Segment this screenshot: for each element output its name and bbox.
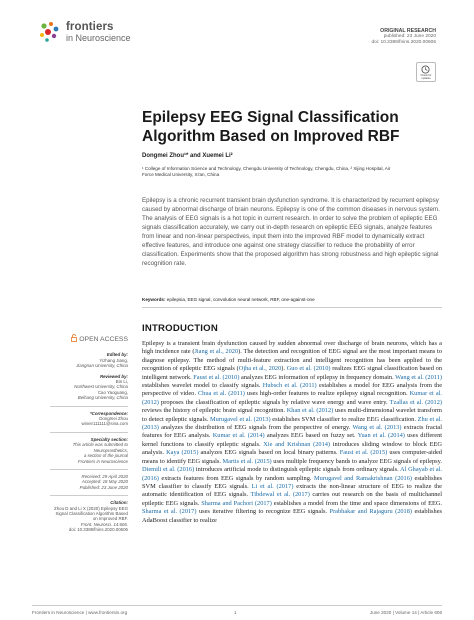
divider: [50, 469, 128, 470]
paragraph-text: analyzes EEG information of epilepsy in frequency domain.: [239, 373, 396, 381]
check-for-updates-badge[interactable]: [416, 62, 436, 82]
footer-page-number: 1: [234, 610, 237, 615]
footer-journal[interactable]: Frontiers in Neuroscience | www.frontiersin.org: [32, 610, 128, 615]
reference-link[interactable]: Sharma and Pachori (2017): [201, 499, 272, 507]
paragraph-text: carries out research on the basis of multichannel epileptic EEG signals.: [142, 491, 442, 507]
paragraph-text: establishes SVM classifier to realize EEG classification.: [270, 415, 418, 423]
published-date: published: 23 June 2020: [383, 34, 436, 40]
paragraph-text: extracts features from EEG signals by random sampling.: [158, 474, 314, 482]
paragraph-text: analyzes the distribution of EEG signals from the perspective of energy.: [158, 424, 353, 432]
reference-link[interactable]: Faust et al. (2010): [193, 373, 240, 381]
paragraph-text: extracts the non-linear structure of EEG to realize the automatic identification of EEG signals.: [142, 482, 443, 499]
abstract: Epilepsy is a chronic recurrent transient brain dysfunction syndrome. It is characterized by recurrent epilepsy caused by abnormal discharge of brain neurons. Epilepsy is one of the common diseases in nervous system. The analysis of EEG signals is a hot topic in current research. In order to solve the problem of epileptic EEG signals classification accurately, we carry out in-depth research on epileptic EEG signals, analyze features from linear and non-linear perspectives, input them into the improved RBF model to dynamically extract effective features, and introduce one against one strategy classifier to reduce the probability of error classification. Experiments show that the proposed algorithm has strong robustness and high epileptic signal recognition rate.: [142, 197, 440, 267]
correspondence-email[interactable]: wineir111111@sina.com: [81, 421, 128, 427]
reference-link[interactable]: Li et al. (2017): [251, 482, 294, 490]
open-access-label[interactable]: OPEN ACCESS: [30, 334, 128, 342]
paragraph-text: extracts fractal features for EEG analysis.: [142, 424, 442, 440]
paragraph-text: establishes a model for EEG analysis from the perspective of video.: [142, 382, 443, 398]
logo-name: frontiers: [66, 21, 114, 33]
reference-link[interactable]: Tibdewal et al. (2017): [250, 491, 310, 499]
reference-link[interactable]: Yuan et al. (2014): [357, 432, 405, 440]
reference-link[interactable]: Faust et al. (2015): [339, 449, 388, 457]
frontiers-logo-icon: [38, 20, 62, 44]
paragraph-text: ). The detection and recognition of EEG signal are the most important means to diagnose epilepsy. The method of multi-feature extraction and intelligent recognition has been applied to the recognition of epileptic EEG signals (: [142, 348, 442, 373]
footer-divider: [32, 605, 442, 606]
open-access-lock-icon: [71, 334, 77, 342]
article-authors: Dongmei Zhou¹* and Xuemei Li²: [142, 153, 233, 159]
reference-link[interactable]: Prabhakar and Rajaguru (2018): [329, 508, 413, 516]
reference-link[interactable]: Guo et al. (2010): [286, 365, 331, 373]
reference-link[interactable]: Ojha et al., 2020: [238, 365, 282, 373]
article-sidebar: [30, 334, 128, 538]
reference-link[interactable]: Al Ghayab et al. (2016): [142, 466, 443, 482]
paragraph-text: establishes AdaBoost classifier to realize: [142, 508, 442, 524]
paragraph-text: uses computer-aided means to identify EEG signals.: [142, 449, 442, 465]
citation-doi[interactable]: doi: 10.3389/fnins.2020.00606: [68, 527, 128, 533]
paragraph-text: establishes SVM classifier to classify EEG signals.: [142, 474, 442, 490]
paragraph-text: uses multi-dimensional wavelet transform to detect epileptic signals.: [142, 407, 442, 423]
paragraph-text: analyzes EEG signals based on local binary patterns.: [198, 449, 340, 457]
doi[interactable]: doi: 10.3389/fnins.2020.00606: [371, 40, 436, 46]
footer-issue: June 2020 | Volume 14 | Article 606: [369, 610, 442, 615]
reference-link[interactable]: Chua et al. (2011): [197, 390, 245, 398]
reference-link[interactable]: Kaya (2015): [166, 449, 199, 457]
dates: Received: 29 April 2020 Accepted: 18 May 2020 Published: 23 June 2020: [79, 473, 128, 490]
paragraph-text: introduces artificial mode to distinguish epileptic signals from ordinary signals.: [194, 466, 401, 474]
divider: [50, 406, 128, 407]
reference-link[interactable]: Wang et al. (2013): [352, 424, 402, 432]
paragraph-text: uses iterative filtering to recognize EEG signals.: [196, 508, 330, 516]
specialty-section: Specialty section: This article was submitted to Neuroprosthetics, a section of the journal Frontiers in Neuroscience: [72, 436, 128, 464]
paragraph-text: proposes the classification of epileptic signals by relative wave energy and wave entry.: [158, 398, 390, 406]
journal-logo[interactable]: [38, 20, 158, 46]
reference-link[interactable]: Kumar et al. (2014): [212, 432, 265, 440]
article-meta: [371, 28, 436, 47]
reference-link[interactable]: Martis et al. (2015): [222, 457, 272, 465]
paragraph-text: uses different kernel functions to classify epileptic signals.: [142, 432, 443, 448]
reference-link[interactable]: Murugavel et al. (2013): [209, 415, 271, 423]
divider: [50, 495, 128, 496]
citation: Citation: Zhou D and Li X (2020) Epilepsy EEG Signal Classification Algorithm Based on Improved RBF. Front. Neurosci. 14:606. doi: 10.3389/fnins.2020.00606: [30, 500, 128, 532]
paragraph-text: reviews the history of epileptic brain signal recognition.: [142, 407, 287, 415]
divider: [50, 432, 128, 433]
reviewed-by: Reviewed by: Bin Li, Northwest University, China Cao Yaoguang, Beihang University, China: [74, 373, 128, 401]
reference-link[interactable]: Zhu et al. (2013): [142, 415, 443, 432]
paragraph-text: establishes wavelet model to classify signals.: [142, 382, 263, 390]
divider: [142, 307, 442, 308]
reference-link[interactable]: Wang et al. (2011): [395, 373, 442, 381]
refresh-icon: [421, 65, 430, 74]
reference-link[interactable]: Jiang et al., 2020: [194, 348, 239, 356]
correspondence: *Correspondence: Dongmei Zhou wineir111111@sina.com: [30, 411, 128, 427]
paragraph-text: uses high-order features to realize epilepsy signal recognition.: [244, 390, 410, 398]
keywords: Keywords: epilepsia, EEG signal, convolution neural network, RBF, one-against-one: [142, 297, 315, 302]
reference-link[interactable]: Murugavel and Ramakrishnan (2016): [313, 474, 413, 482]
updates-label: Check for updates: [420, 74, 432, 80]
paragraph-text: establishes a model from the time and space dimensions of EEG.: [271, 499, 443, 507]
reference-link[interactable]: Xie and Krishnan (2014): [263, 440, 331, 448]
reference-link[interactable]: Khan et al. (2012): [286, 407, 334, 415]
reference-link[interactable]: Hubsch et al. (2011): [262, 382, 317, 390]
logo-subtitle: in Neuroscience: [66, 33, 131, 43]
reference-link[interactable]: Kumar et al. (2012): [142, 390, 443, 406]
paragraph-text: analyzes EEG based on fuzzy set.: [264, 432, 358, 440]
paragraph-text: Epilepsy is a transient brain dysfunction caused by sudden abnormal over discharge of brain neurons, which has a high incidence rate (: [142, 340, 442, 356]
paragraph-text: uses multiple frequency bands to analyze EEG signals of epilepsy.: [271, 457, 442, 465]
section-heading-introduction: INTRODUCTION: [142, 323, 218, 334]
introduction-paragraph: [142, 340, 442, 525]
article-title: Epilepsy EEG Signal Classification Algorithm Based on Improved RBF: [142, 109, 400, 145]
reference-link[interactable]: Diemili et al. (2016): [142, 466, 195, 474]
paragraph-text: introduces sliding window to block EEG analysis.: [142, 440, 443, 457]
affiliations: ¹ College of Information Science and Technology, Chengdu University of Technology, Chengdu, China, ² Xijing Hospital, Air Force Medical University, Xi'an, China: [142, 166, 391, 178]
article-type: ORIGINAL RESEARCH: [380, 28, 436, 34]
paragraph-text: realizes EEG signal classification based on intelligent network.: [142, 365, 442, 381]
reference-link[interactable]: Tzallas et al. (2012): [389, 398, 442, 406]
edited-by: Edited by: Yizhang Jiang, Jiangnan University, China: [76, 352, 128, 369]
reference-link[interactable]: Sharma et al. (2017): [142, 508, 197, 516]
paragraph-text: ).: [281, 365, 287, 373]
